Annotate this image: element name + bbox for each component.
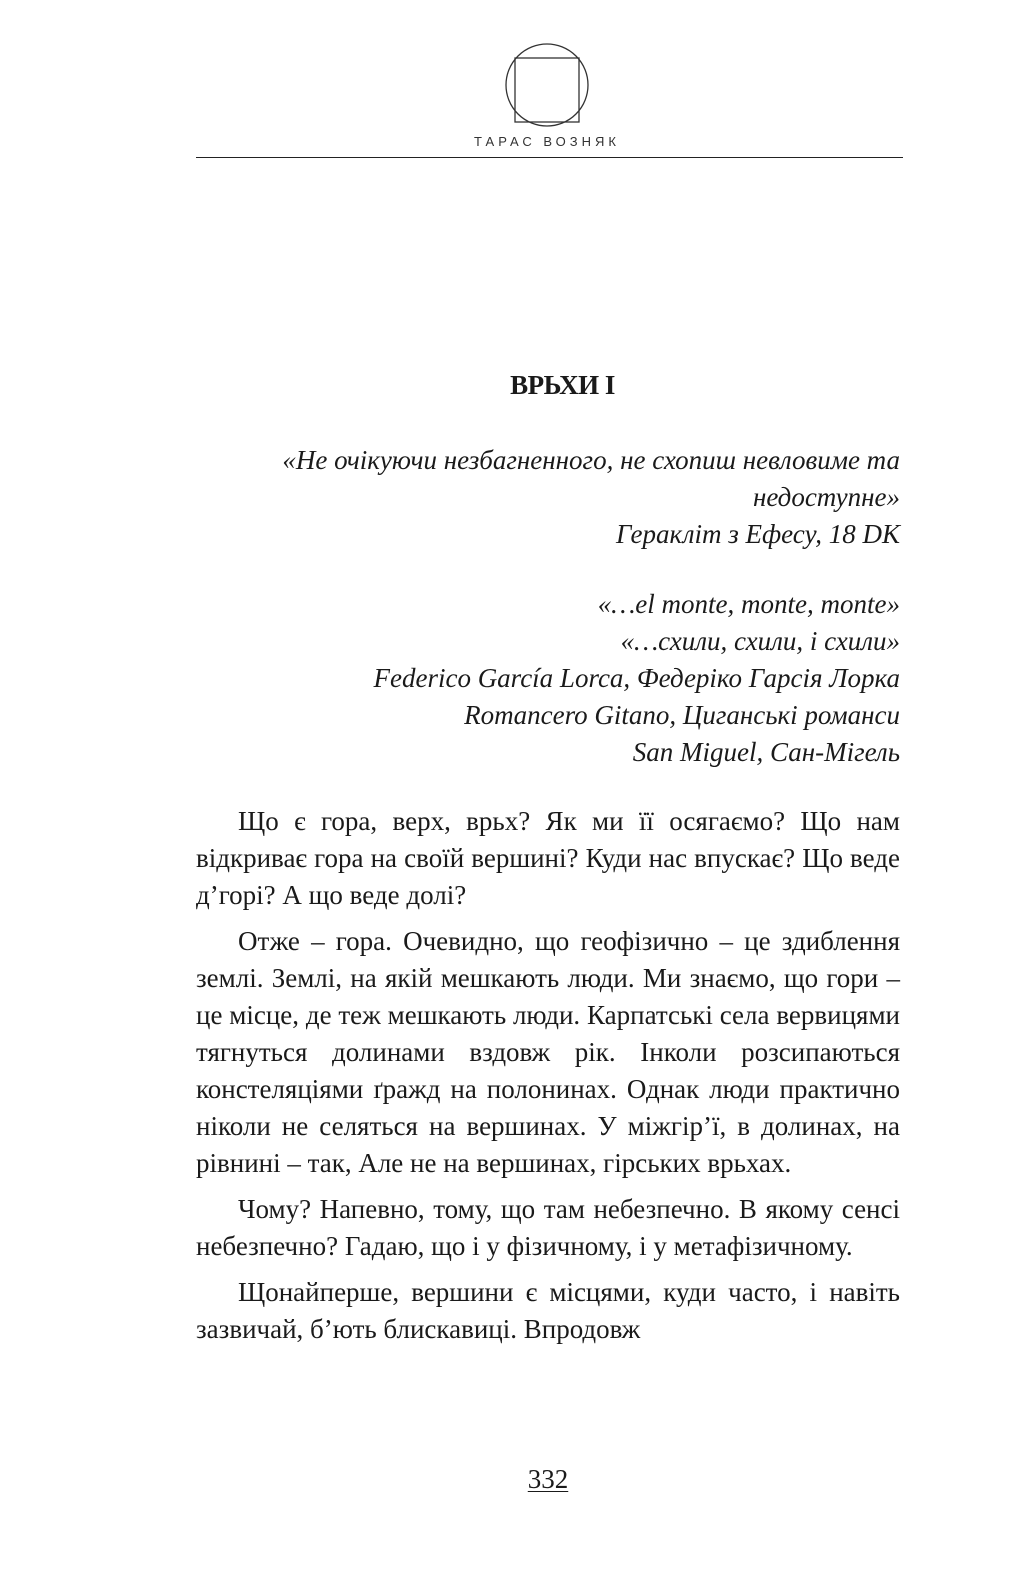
body-text [196, 803, 900, 1357]
paragraph: Чому? Напевно, тому, що там небезпечно. В якому сенсі небезпечно? Гадаю, що і у фізичному, і у метафізичному. [196, 1194, 900, 1261]
epigraph-attribution: San Miguel, Сан-Мігель [632, 737, 900, 767]
epigraph-lorca [196, 586, 900, 771]
epigraph-attribution: Federico García Lorca, Федеріко Гарсія Лорка [373, 663, 900, 693]
epigraph-line: «Не очікуючи незбагненного, не схопиш невловиме та [282, 445, 900, 475]
epigraph-line: «…схили, схили, і схили» [620, 626, 900, 656]
epigraph-attribution: Romancero Gitano, Циганські романси [464, 700, 900, 730]
paragraph: Щонайперше, вершини є місцями, куди часто, і навіть зазвичай, б’ють блискавиці. Впродовж [196, 1277, 900, 1344]
chapter-title-text: ВРЬХИ І [510, 370, 615, 400]
paragraph: Що є гора, верх, врьх? Як ми її осягаємо? Що нам відкриває гора на своїй вершині? Куди нас впускає? Що веде д’горі? А що веде долі? [196, 806, 900, 910]
paragraph: Отже – гора. Очевидно, що геофізично – це здиблення землі. Землі, на якій мешкають люди. Ми знаємо, що гори – це місце, де теж мешкають люди. Карпатські села вервицями тягнуться долинами вздовж рік. Інколи розсипаються констеляціями ґражд на полонинах. Однак люди практично ніколи не селяться на вершинах. У міжгір’ї, в долинах, на рівнині – так, Але не на вершинах, гірських врьхах. [196, 926, 900, 1178]
epigraph-attribution: Геракліт з Ефесу, 18 DK [615, 519, 900, 549]
epigraph-line: «…el monte, monte, monte» [597, 589, 900, 619]
page-number: 332 [527, 1464, 569, 1494]
chapter-title [196, 370, 903, 401]
epigraph-line: недоступне» [752, 482, 900, 512]
circle-square-logo-icon [504, 42, 590, 128]
epigraph-heraclitus [196, 442, 900, 553]
header-rule [196, 157, 903, 158]
running-head: ТАРАС ВОЗНЯК [474, 134, 620, 149]
